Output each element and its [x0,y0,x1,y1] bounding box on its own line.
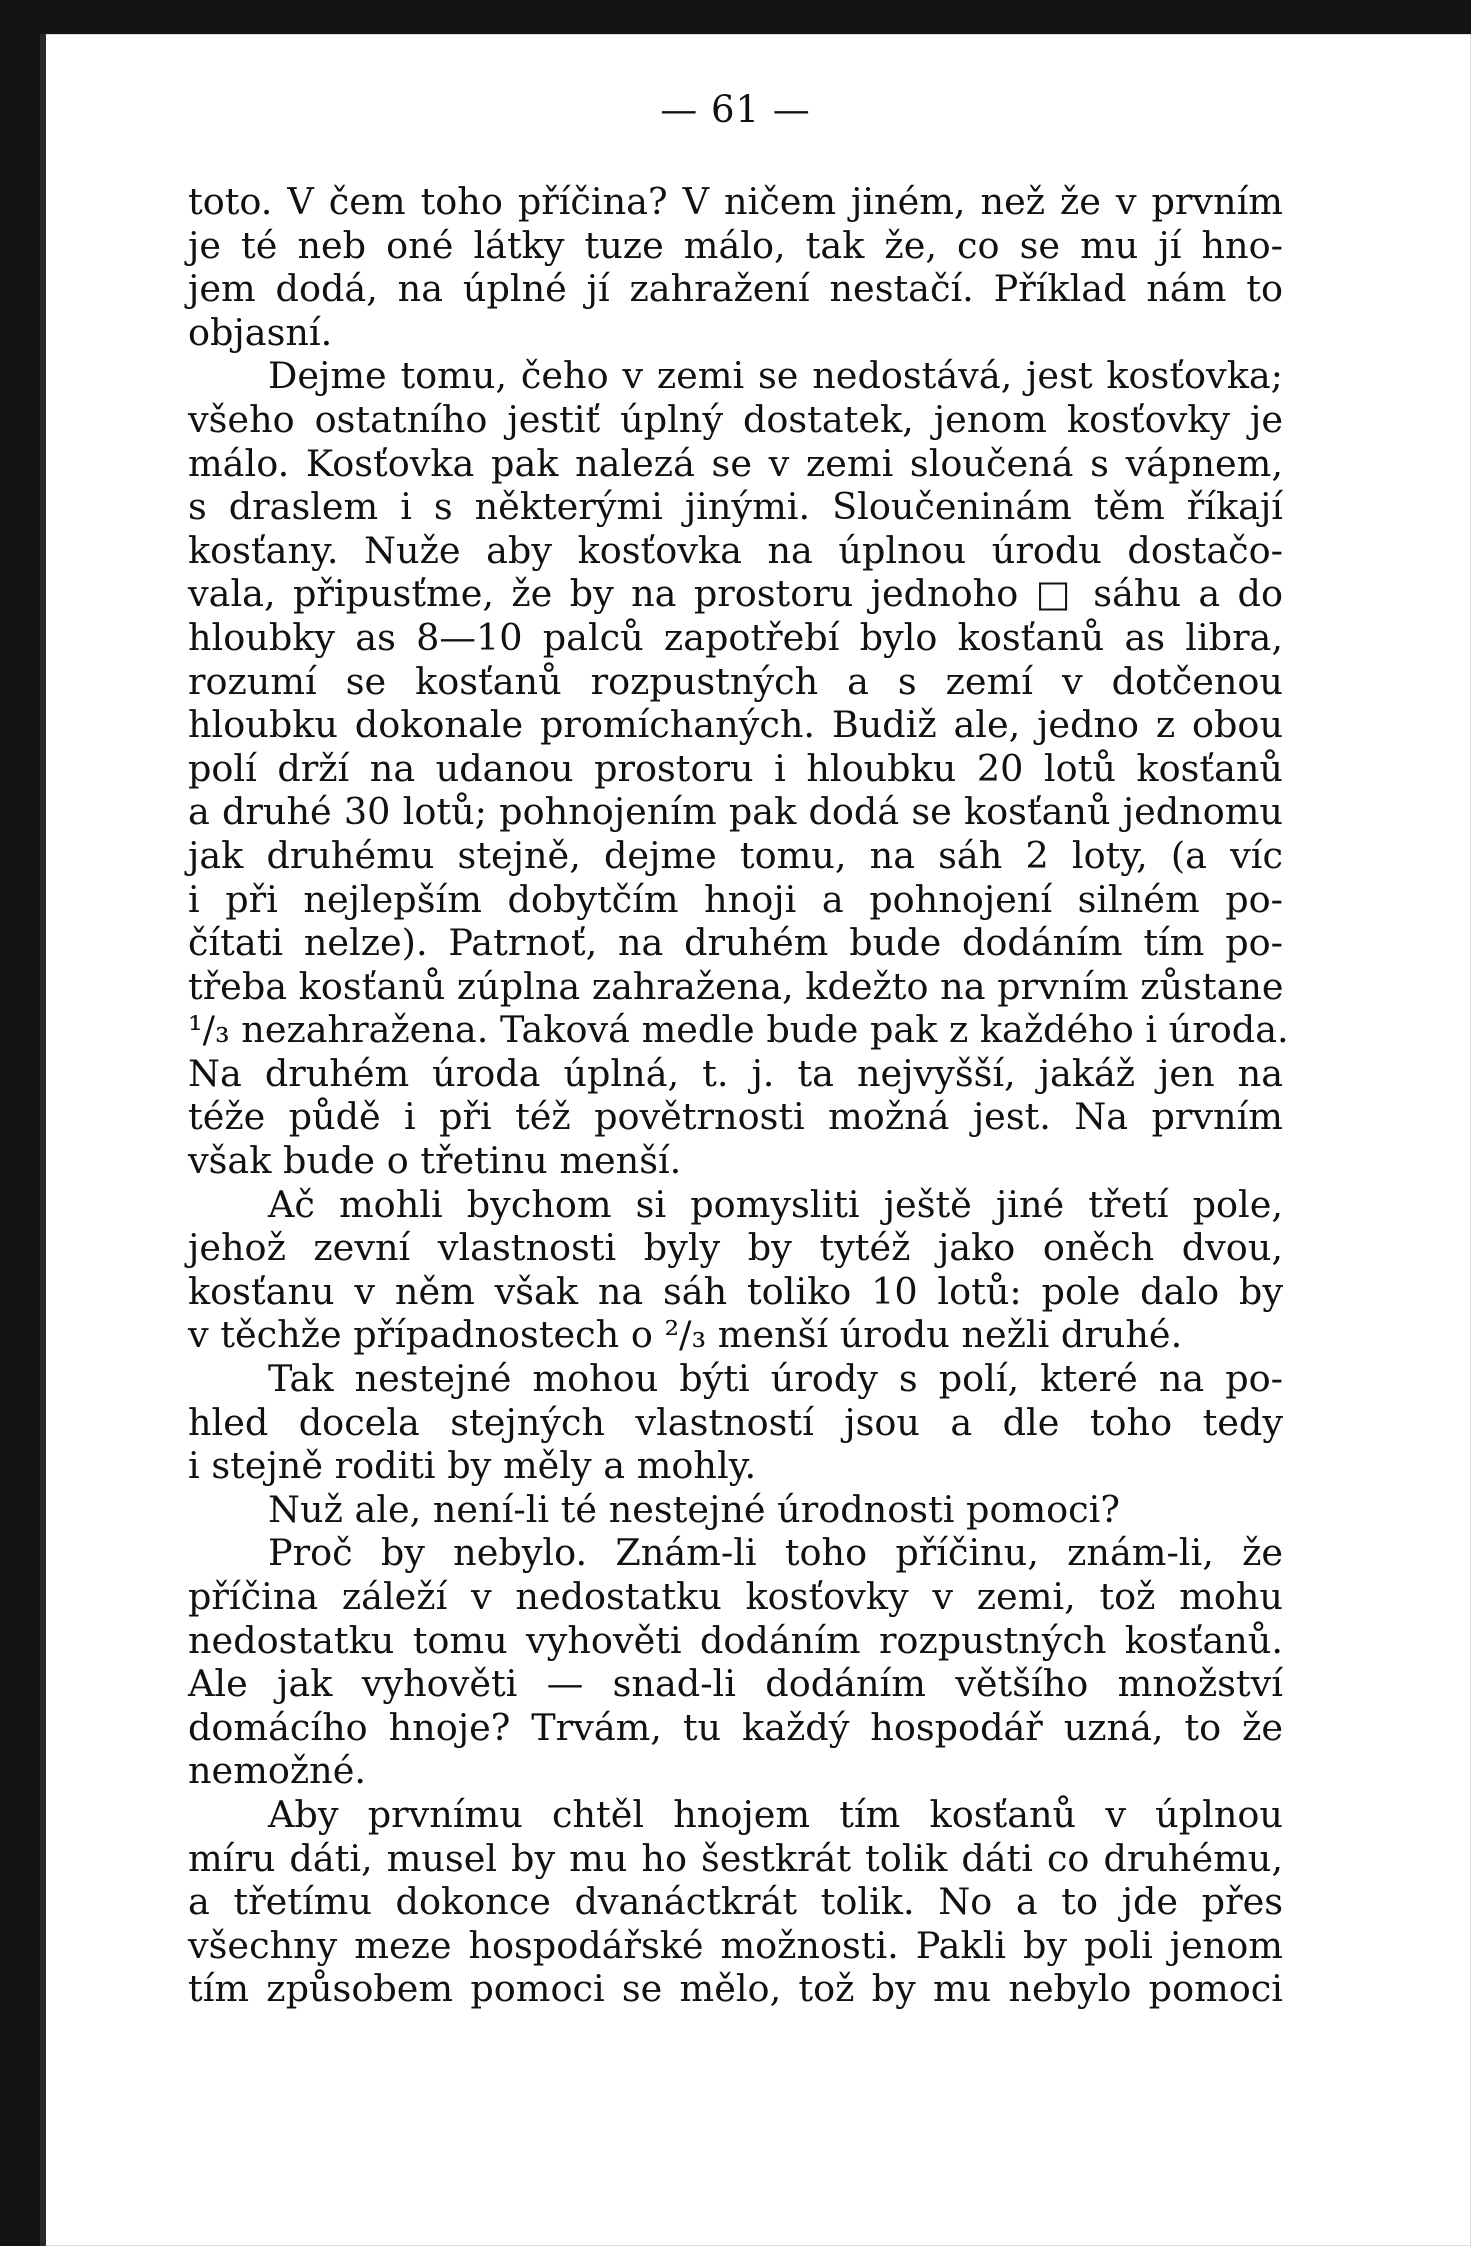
text-line: příčina záleží v nedostatku kosťovky v zemi, tož mohu [188,1575,1283,1618]
text-line: téže půdě i při též povětrnosti možná jest. Na prvním [188,1095,1283,1139]
text-line: tím způsobem pomoci se mělo, tož by mu nebylo pomoci [188,1967,1283,2011]
text-line: Proč by nebylo. Znám-li toho příčinu, znám-li, že [268,1531,1283,1575]
text-line: jak druhému stejně, dejme tomu, na sáh 2 loty, (a víc [188,833,1283,877]
page-number: — 61 — [660,88,811,131]
text-line: i při nejlepším dobytčím hnoji a pohnojení silném po- [188,877,1283,921]
text-line: nedostatku tomu vyhověti dodáním rozpustných kosťanů. [188,1618,1283,1662]
text-line: míru dáti, musel by mu ho šestkrát tolik dáti co druhému, [188,1836,1283,1880]
text-line: kosťany. Nuže aby kosťovka na úplnou úrodu dostačo- [188,528,1283,572]
text-line: Ale jak vyhověti — snad-li dodáním většího množství [188,1662,1283,1706]
text-line: Ač mohli bychom si pomysliti ještě jiné třetí pole, [268,1182,1283,1226]
text-line: vala, připusťme, že by na prostoru jednoho □ sáhu a do [188,572,1283,616]
text-line: však bude o třetinu menší. [188,1139,682,1183]
text-line: hloubky as 8—10 palců zapotřebí bylo kosťanů as libra, [188,615,1283,659]
text-line: všeho ostatního jestiť úplný dostatek, jenom kosťovky je [188,397,1283,441]
text-line: hled docela stejných vlastností jsou a dle toho tedy [188,1400,1283,1444]
text-line: čítati nelze). Patrnoť, na druhém bude dodáním tím po- [188,921,1283,965]
text-line: objasní. [188,310,333,354]
text-line: třeba kosťanů zúplna zahražena, kdežto na prvním zůstane [188,964,1284,1008]
text-line: Tak nestejné mohou býti úrody s polí, které na po- [268,1357,1283,1401]
text-line: polí drží na udanou prostoru i hloubku 20 lotů kosťanů [188,746,1283,790]
text-line: v těchže případnostech o ²/₃ menší úrodu nežli druhé. [188,1313,1183,1357]
text-line: s draslem i s některými jinými. Sloučeninám těm říkají [188,485,1283,529]
text-line: ¹/₃ nezahražena. Taková medle bude pak z každého i úroda. [188,1008,1289,1052]
text-line: jehož zevní vlastnosti byly by tytéž jako oněch dvou, [188,1226,1283,1270]
text-line: všechny meze hospodářské možnosti. Pakli by poli jenom [188,1923,1283,1967]
text-line: a třetímu dokonce dvanáctkrát tolik. No a to jde přes [188,1880,1283,1924]
body-text [188,180,1289,2011]
text-line: Na druhém úroda úplná, t. j. ta nejvyšší, jakáž jen na [188,1051,1283,1095]
text-line: toto. V čem toho příčina? V ničem jiném, než že v prvním [188,180,1283,223]
text-line: Dejme tomu, čeho v zemi se nedostává, jest kosťovka; [268,354,1283,398]
text-line: domácího hnoje? Trvám, tu každý hospodář uzná, to že [188,1705,1283,1749]
text-line: kosťanu v něm však na sáh toliko 10 lotů: pole dalo by [188,1269,1283,1313]
text-line: je té neb oné látky tuze málo, tak že, co se mu jí hno- [188,223,1283,267]
text-line: a druhé 30 lotů; pohnojením pak dodá se kosťanů jednomu [188,790,1283,834]
text-line: i stejně roditi by měly a mohly. [188,1444,757,1488]
text-line: jem dodá, na úplné jí zahražení nestačí. Příklad nám to [188,267,1283,311]
text-line: rozumí se kosťanů rozpustných a s zemí v dotčenou [188,659,1283,703]
text-line: Aby prvnímu chtěl hnojem tím kosťanů v úplnou [268,1792,1283,1836]
text-line: hloubku dokonale promíchaných. Budiž ale, jedno z obou [188,703,1283,747]
page-binding-edge [40,34,46,2246]
text-line: nemožné. [188,1749,367,1793]
text-line: málo. Kosťovka pak nalezá se v zemi sloučená s vápnem, [188,441,1283,485]
text-line: Nuž ale, není-li té nestejné úrodnosti pomoci? [268,1487,1120,1531]
